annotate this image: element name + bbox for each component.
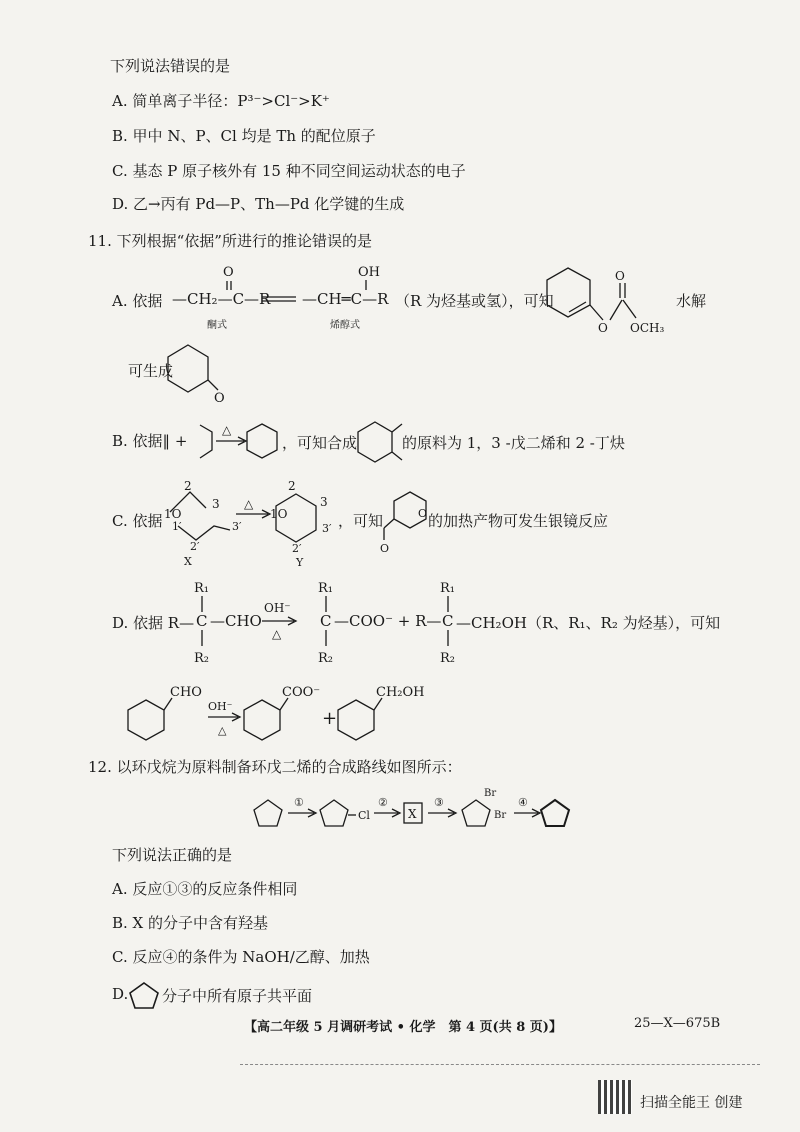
divider (240, 1064, 760, 1065)
ketone-o-c: O (380, 542, 390, 555)
q10-option-a-label: A. 简单离子半径： (112, 92, 238, 110)
svg-text:3′: 3′ (232, 520, 242, 533)
c-substituent-x: X (184, 555, 192, 568)
d-r1-b: R₁ (318, 581, 333, 596)
q10-option-c: C. 基态 P 原子核外有 15 种不同空间运动状态的电子 (112, 162, 466, 180)
step-4-label: ④ (518, 796, 528, 809)
q11-d-cho: —CHO (210, 612, 262, 630)
keto-oxygen: O (223, 265, 234, 280)
svg-text:2′: 2′ (190, 540, 200, 553)
c-substituent-y: Y (296, 556, 304, 569)
bromo-label-1: Br (484, 788, 497, 799)
intro-text: 下列说法错误的是 (110, 57, 231, 75)
q11-c-prefix: C. 依据 (112, 512, 163, 530)
q12-intro: 下列说法正确的是 (112, 846, 233, 864)
q12-option-d-suffix: 分子中所有原子共平面 (162, 987, 313, 1005)
d-cho-label: CHO (170, 685, 202, 700)
q11-a-product: 可生成 (128, 362, 174, 380)
q11-d-coo: —COO⁻ + R— (334, 612, 442, 630)
d-reagent-2: OH⁻ (208, 700, 233, 713)
d-coo-label: COO⁻ (282, 685, 321, 700)
q12-option-a: A. 反应①③的反应条件相同 (112, 880, 298, 898)
x-box-label: X (408, 807, 417, 821)
q11-d-ch2oh: —CH₂OH（R、R₁、R₂ 为烃基），可知 (456, 614, 721, 632)
scanner-watermark: 扫描全能王 创建 (640, 1095, 743, 1111)
methoxy-label: OCH₃ (630, 321, 665, 335)
svg-text:2: 2 (288, 479, 296, 493)
step-3-label: ③ (434, 796, 444, 809)
d-heat: △ (272, 627, 282, 641)
q11-a-hydrolysis: 水解 (676, 292, 707, 310)
q11-a-condition: （R 为烃基或氢），可知 (395, 292, 554, 310)
qr-code-icon (598, 1080, 632, 1114)
q11-b-prefix: B. 依据‖ + (112, 432, 188, 450)
d-reagent: OH⁻ (264, 601, 291, 615)
q12-option-c: C. 反应④的条件为 NaOH/乙醇、加热 (112, 948, 370, 966)
d-r1-c: R₁ (440, 581, 455, 596)
q11-d-prefix: D. 依据 R— (112, 614, 195, 632)
bromo-label-2: Br (494, 810, 507, 821)
step-2-label: ② (378, 796, 388, 809)
q11-c-text: ，可知 (338, 512, 384, 530)
d-r2-c: R₂ (440, 651, 455, 666)
q12-option-d-prefix: D. (112, 985, 129, 1003)
q11-stem: 11. 下列根据“依据”所进行的推论错误的是 (88, 232, 372, 250)
d-r2-a: R₂ (194, 651, 209, 666)
q12-option-b: B. X 的分子中含有羟基 (112, 914, 269, 932)
svg-text:1O: 1O (270, 507, 288, 521)
q10-option-a-ions: P³⁻>Cl⁻>K⁺ (237, 92, 330, 110)
svg-text:C: C (196, 612, 208, 630)
q12-stem: 12. 以环戊烷为原料制备环戊二烯的合成路线如图所示： (88, 758, 462, 776)
step-1-label: ① (294, 796, 304, 809)
q11-a-keto: —CH₂—C—R (172, 290, 271, 308)
svg-text:2′: 2′ (292, 542, 302, 555)
page-footer-code: 25—X—675B (634, 1016, 721, 1031)
dibromocyclopentane-icon (462, 800, 490, 826)
q11-a-enol-label: 烯醇式 (330, 320, 360, 331)
cyclopentadiene-option-icon (130, 983, 158, 1008)
q10-option-b: B. 甲中 N、P、Cl 均是 Th 的配位原子 (112, 127, 376, 145)
ester-oxygen: O (598, 321, 608, 335)
q11-b-text1: ，可知合成 (282, 434, 358, 452)
svg-text:C: C (442, 612, 454, 630)
d-plus: + (322, 708, 338, 729)
svg-text:2: 2 (184, 479, 192, 493)
svg-text:3: 3 (212, 497, 220, 511)
q11-a-prefix: A. 依据 (112, 292, 163, 310)
d-r2-b: R₂ (318, 651, 333, 666)
q11-c-text2: 的加热产物可发生银镜反应 (428, 512, 609, 530)
pyran-oxygen: O (418, 507, 428, 520)
svg-text:C: C (320, 612, 332, 630)
svg-text:1′: 1′ (172, 520, 182, 533)
d-heat-2: △ (218, 724, 227, 737)
enol-hydroxyl: OH (358, 265, 380, 280)
q11-b-text2: 的原料为 1，3 -戊二烯和 2 -丁炔 (402, 434, 625, 452)
c-heat-symbol: △ (244, 497, 254, 511)
carbonyl-oxygen: O (615, 269, 625, 283)
q11-a-enol: —CH═C—R (302, 290, 389, 308)
svg-text:3: 3 (320, 495, 328, 509)
page-footer-title: 【高二年级 5 月调研考试 • 化学 第 4 页(共 8 页)】 (244, 1020, 562, 1035)
svg-text:3′: 3′ (322, 522, 332, 535)
chloro-label: Cl (358, 809, 370, 822)
svg-text:1O: 1O (164, 507, 182, 521)
q11-a-keto-label: 酮式 (207, 320, 227, 331)
d-ch2oh-label: CH₂OH (376, 685, 425, 700)
d-r1-a: R₁ (194, 581, 209, 596)
cyclopentadiene-icon (541, 800, 569, 826)
heat-symbol: △ (222, 423, 232, 437)
q10-option-d: D. 乙→丙有 Pd—P、Th—Pd 化学键的生成 (112, 195, 405, 213)
chlorocyclopentane-icon (320, 800, 348, 826)
ketone-oxygen: O (214, 391, 225, 406)
cyclopentane-icon (254, 800, 282, 826)
